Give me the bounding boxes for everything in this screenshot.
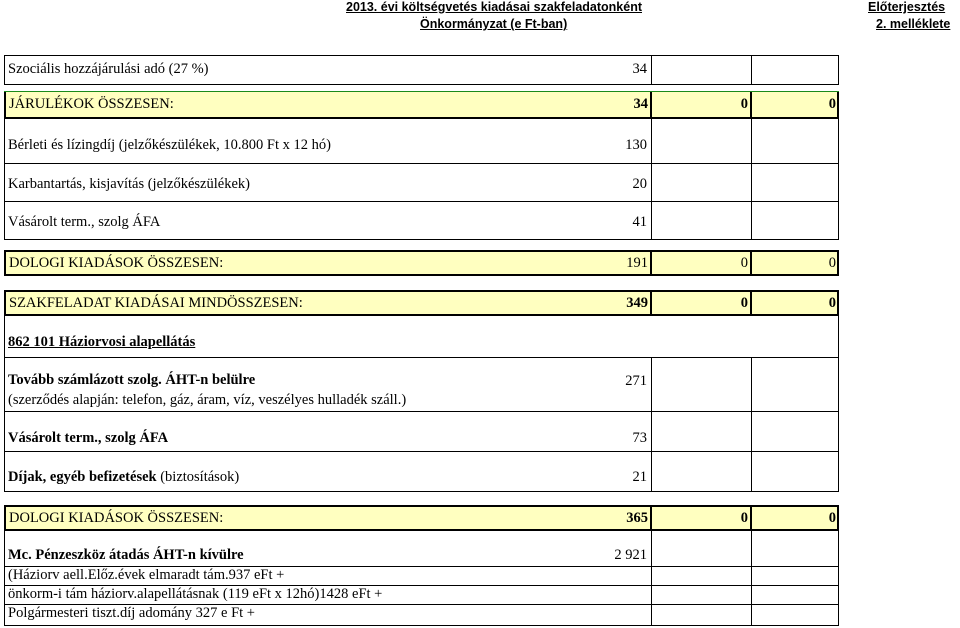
row-value: 21 bbox=[632, 469, 647, 485]
row-value: 34 bbox=[632, 61, 647, 77]
row-label: Polgármesteri tiszt.díj adomány 327 e Ft + bbox=[8, 605, 255, 621]
summary-row bbox=[4, 92, 839, 119]
row-value: 0 bbox=[828, 96, 836, 112]
row-value: 0 bbox=[828, 295, 836, 311]
table-row bbox=[4, 55, 839, 85]
row-value: 191 bbox=[626, 255, 648, 271]
row-label: Tovább számlázott szolg. ÁHT-n belülre bbox=[8, 372, 256, 388]
status-label: Előterjesztés bbox=[868, 0, 946, 14]
table-row bbox=[4, 605, 839, 626]
row-label: Díjak, egyéb befizetések bbox=[8, 469, 157, 485]
summary-row bbox=[4, 250, 839, 276]
row-label-detail: (biztosítások) bbox=[156, 469, 240, 485]
row-value: 0 bbox=[828, 255, 836, 271]
row-value: 0 bbox=[740, 96, 748, 112]
row-value: 34 bbox=[633, 96, 648, 112]
table-row bbox=[4, 119, 839, 164]
row-label: Vásárolt term., szolg ÁFA bbox=[8, 430, 169, 446]
section-title: 862 101 Háziorvosi alapellátás bbox=[8, 334, 196, 350]
row-label: DOLOGI KIADÁSOK ÖSSZESEN: bbox=[9, 255, 224, 271]
row-value: 0 bbox=[740, 255, 748, 271]
section-title-row bbox=[4, 316, 839, 358]
row-value: 20 bbox=[632, 176, 647, 192]
row-value: 41 bbox=[632, 214, 647, 230]
table-row bbox=[4, 164, 839, 202]
summary-row bbox=[4, 505, 839, 531]
row-value: 349 bbox=[626, 295, 648, 311]
row-value: 271 bbox=[625, 373, 647, 389]
table-row bbox=[4, 202, 839, 240]
row-label: Vásárolt term., szolg ÁFA bbox=[8, 214, 161, 230]
row-value: 0 bbox=[740, 295, 748, 311]
row-label: JÁRULÉKOK ÖSSZESEN: bbox=[9, 96, 174, 112]
table-row bbox=[4, 358, 839, 412]
row-value: 2 921 bbox=[614, 547, 647, 563]
row-label: DOLOGI KIADÁSOK ÖSSZESEN: bbox=[9, 510, 224, 526]
table-row bbox=[4, 452, 839, 492]
table-row bbox=[4, 586, 839, 605]
row-label: önkorm-i tám háziorv.alapellátásnak (119 eFt x 12hó)1428 eFt + bbox=[8, 586, 383, 602]
row-label: Mc. Pénzeszköz átadás ÁHT-n kívülre bbox=[8, 547, 244, 563]
row-label: Bérleti és lízingdíj (jelzőkészülékek, 10.800 Ft x 12 hó) bbox=[8, 137, 331, 153]
table-row bbox=[4, 531, 839, 567]
row-value: 0 bbox=[828, 510, 836, 526]
row-value: 0 bbox=[740, 510, 748, 526]
row-label: (Háziorv aell.Előz.évek elmaradt tám.937 eFt + bbox=[8, 567, 285, 583]
row-value: 130 bbox=[625, 137, 647, 153]
report-title: 2013. évi költségvetés kiadásai szakfeladatonként bbox=[346, 0, 642, 14]
annex-label: 2. melléklete bbox=[876, 17, 951, 31]
row-value: 73 bbox=[632, 430, 647, 446]
summary-row bbox=[4, 290, 839, 316]
table-row bbox=[4, 567, 839, 586]
report-subtitle: Önkormányzat (e Ft-ban) bbox=[420, 17, 568, 31]
row-label: Karbantartás, kisjavítás (jelzőkészülékek) bbox=[8, 176, 250, 192]
table-row bbox=[4, 412, 839, 452]
row-label: Szociális hozzájárulási adó (27 %) bbox=[8, 61, 209, 77]
row-label-detail: (szerződés alapján: telefon, gáz, áram, víz, veszélyes hulladék száll.) bbox=[8, 392, 407, 408]
row-label: SZAKFELADAT KIADÁSAI MINDÖSSZESEN: bbox=[9, 295, 303, 311]
row-value: 365 bbox=[626, 510, 648, 526]
